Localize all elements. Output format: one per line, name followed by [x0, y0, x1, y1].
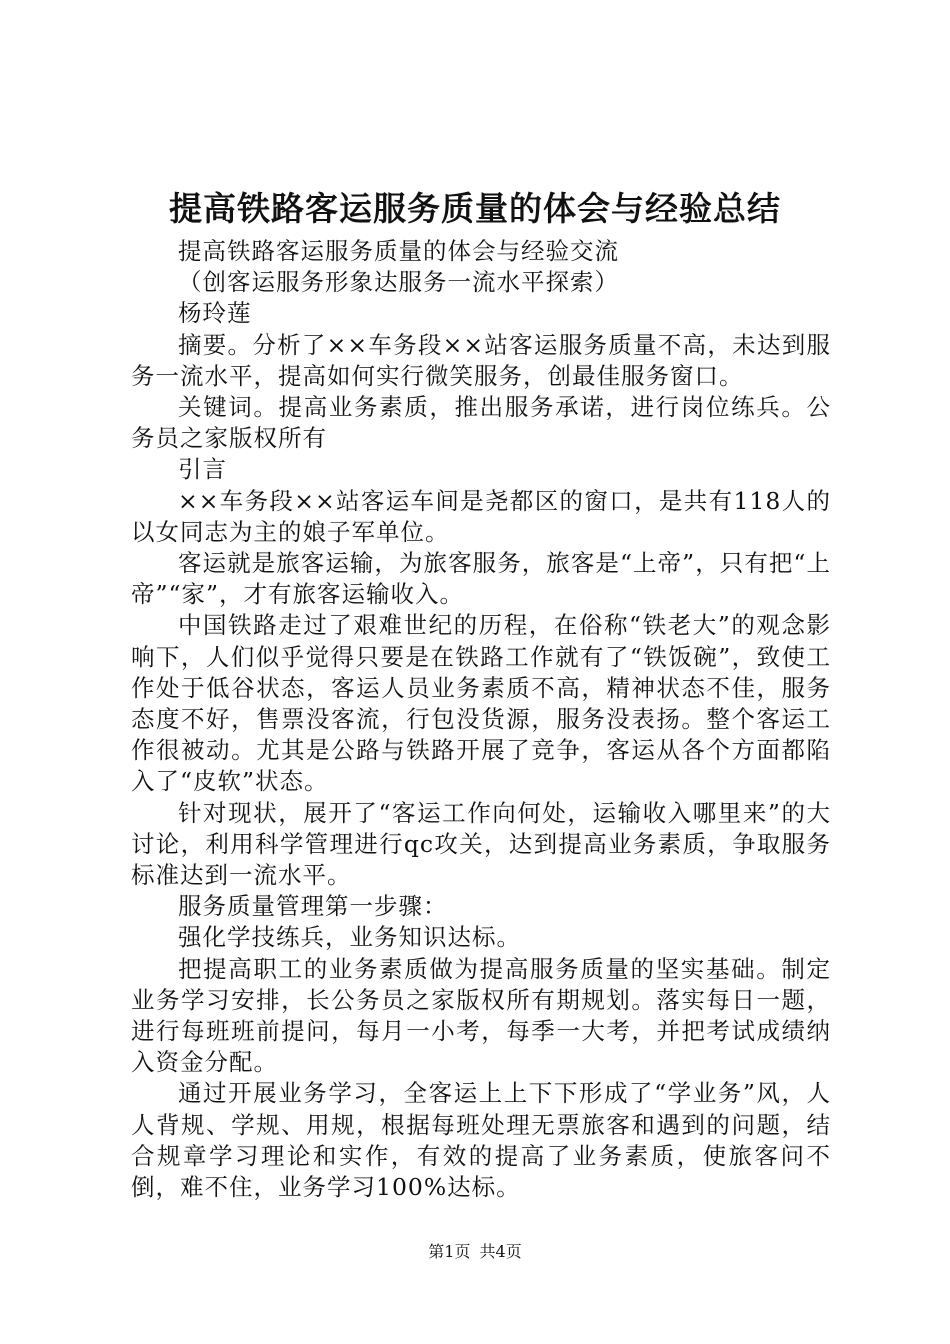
- section-heading-step-one: 服务质量管理第一步骤：: [178, 892, 448, 921]
- abstract-paragraph: 摘要。分析了××车务段××站客运服务质量不高，未达到服务一流水平，提高如何实行微笑服务，创最佳服务窗口。: [131, 330, 831, 390]
- document-title: 提高铁路客运服务质量的体会与经验总结: [169, 189, 781, 228]
- section-heading-introduction: 引言: [178, 455, 227, 484]
- body-paragraph: 把提高职工的业务素质做为提高服务质量的坚实基础。制定业务学习安排，长公务员之家版权所有期规划。落实每日一题，进行每班班前提问，每月一小考，每季一大考，并把考试成绩纳入资金分配。: [131, 954, 831, 1077]
- body-paragraph: ××车务段××站客运车间是尧都区的窗口，是共有118人的以女同志为主的娘子军单位。: [131, 486, 831, 546]
- body-paragraph: 通过开展业务学习，全客运上上下下形成了“学业务”风，人人背规、学规、用规，根据每班处理无票旅客和遇到的问题，结合规章学习理论和实作，有效的提高了业务素质，使旅客问不倒，难不住，业务学习100%达标。: [131, 1079, 831, 1202]
- subtitle-note: （创客运服务形象达服务一流水平探索）: [178, 268, 619, 297]
- author: 杨玲莲: [178, 299, 252, 328]
- subtitle: 提高铁路客运服务质量的体会与经验交流: [178, 237, 619, 265]
- page-number: 第1页: [428, 1242, 471, 1261]
- page-footer: [0, 1240, 950, 1264]
- subheading-training: 强化学技练兵，业务知识达标。: [178, 923, 521, 952]
- body-paragraph: 中国铁路走过了艰难世纪的历程，在俗称“铁老大”的观念影响下，人们似乎觉得只要是在铁路工作就有了“铁饭碗”，致使工作处于低谷状态，客运人员业务素质不高，精神状态不佳，服务态度不好，售票没客流，行包没货源，服务没表扬。整个客运工作很被动。尤其是公路与铁路开展了竞争，客运从各个方面都陷入了“皮软”状态。: [131, 611, 831, 796]
- document-body: [131, 236, 831, 1203]
- page-total: 共4页: [479, 1242, 522, 1261]
- keywords-paragraph: 关键词。提高业务素质，推出服务承诺，进行岗位练兵。公务员之家版权所有: [131, 393, 831, 453]
- body-paragraph: 客运就是旅客运输，为旅客服务，旅客是“上帝”，只有把“上帝”“家”，才有旅客运输收入。: [131, 549, 831, 609]
- body-paragraph: 针对现状，展开了“客运工作向何处，运输收入哪里来”的大讨论，利用科学管理进行qc攻关，达到提高业务素质，争取服务标准达到一流水平。: [131, 798, 831, 890]
